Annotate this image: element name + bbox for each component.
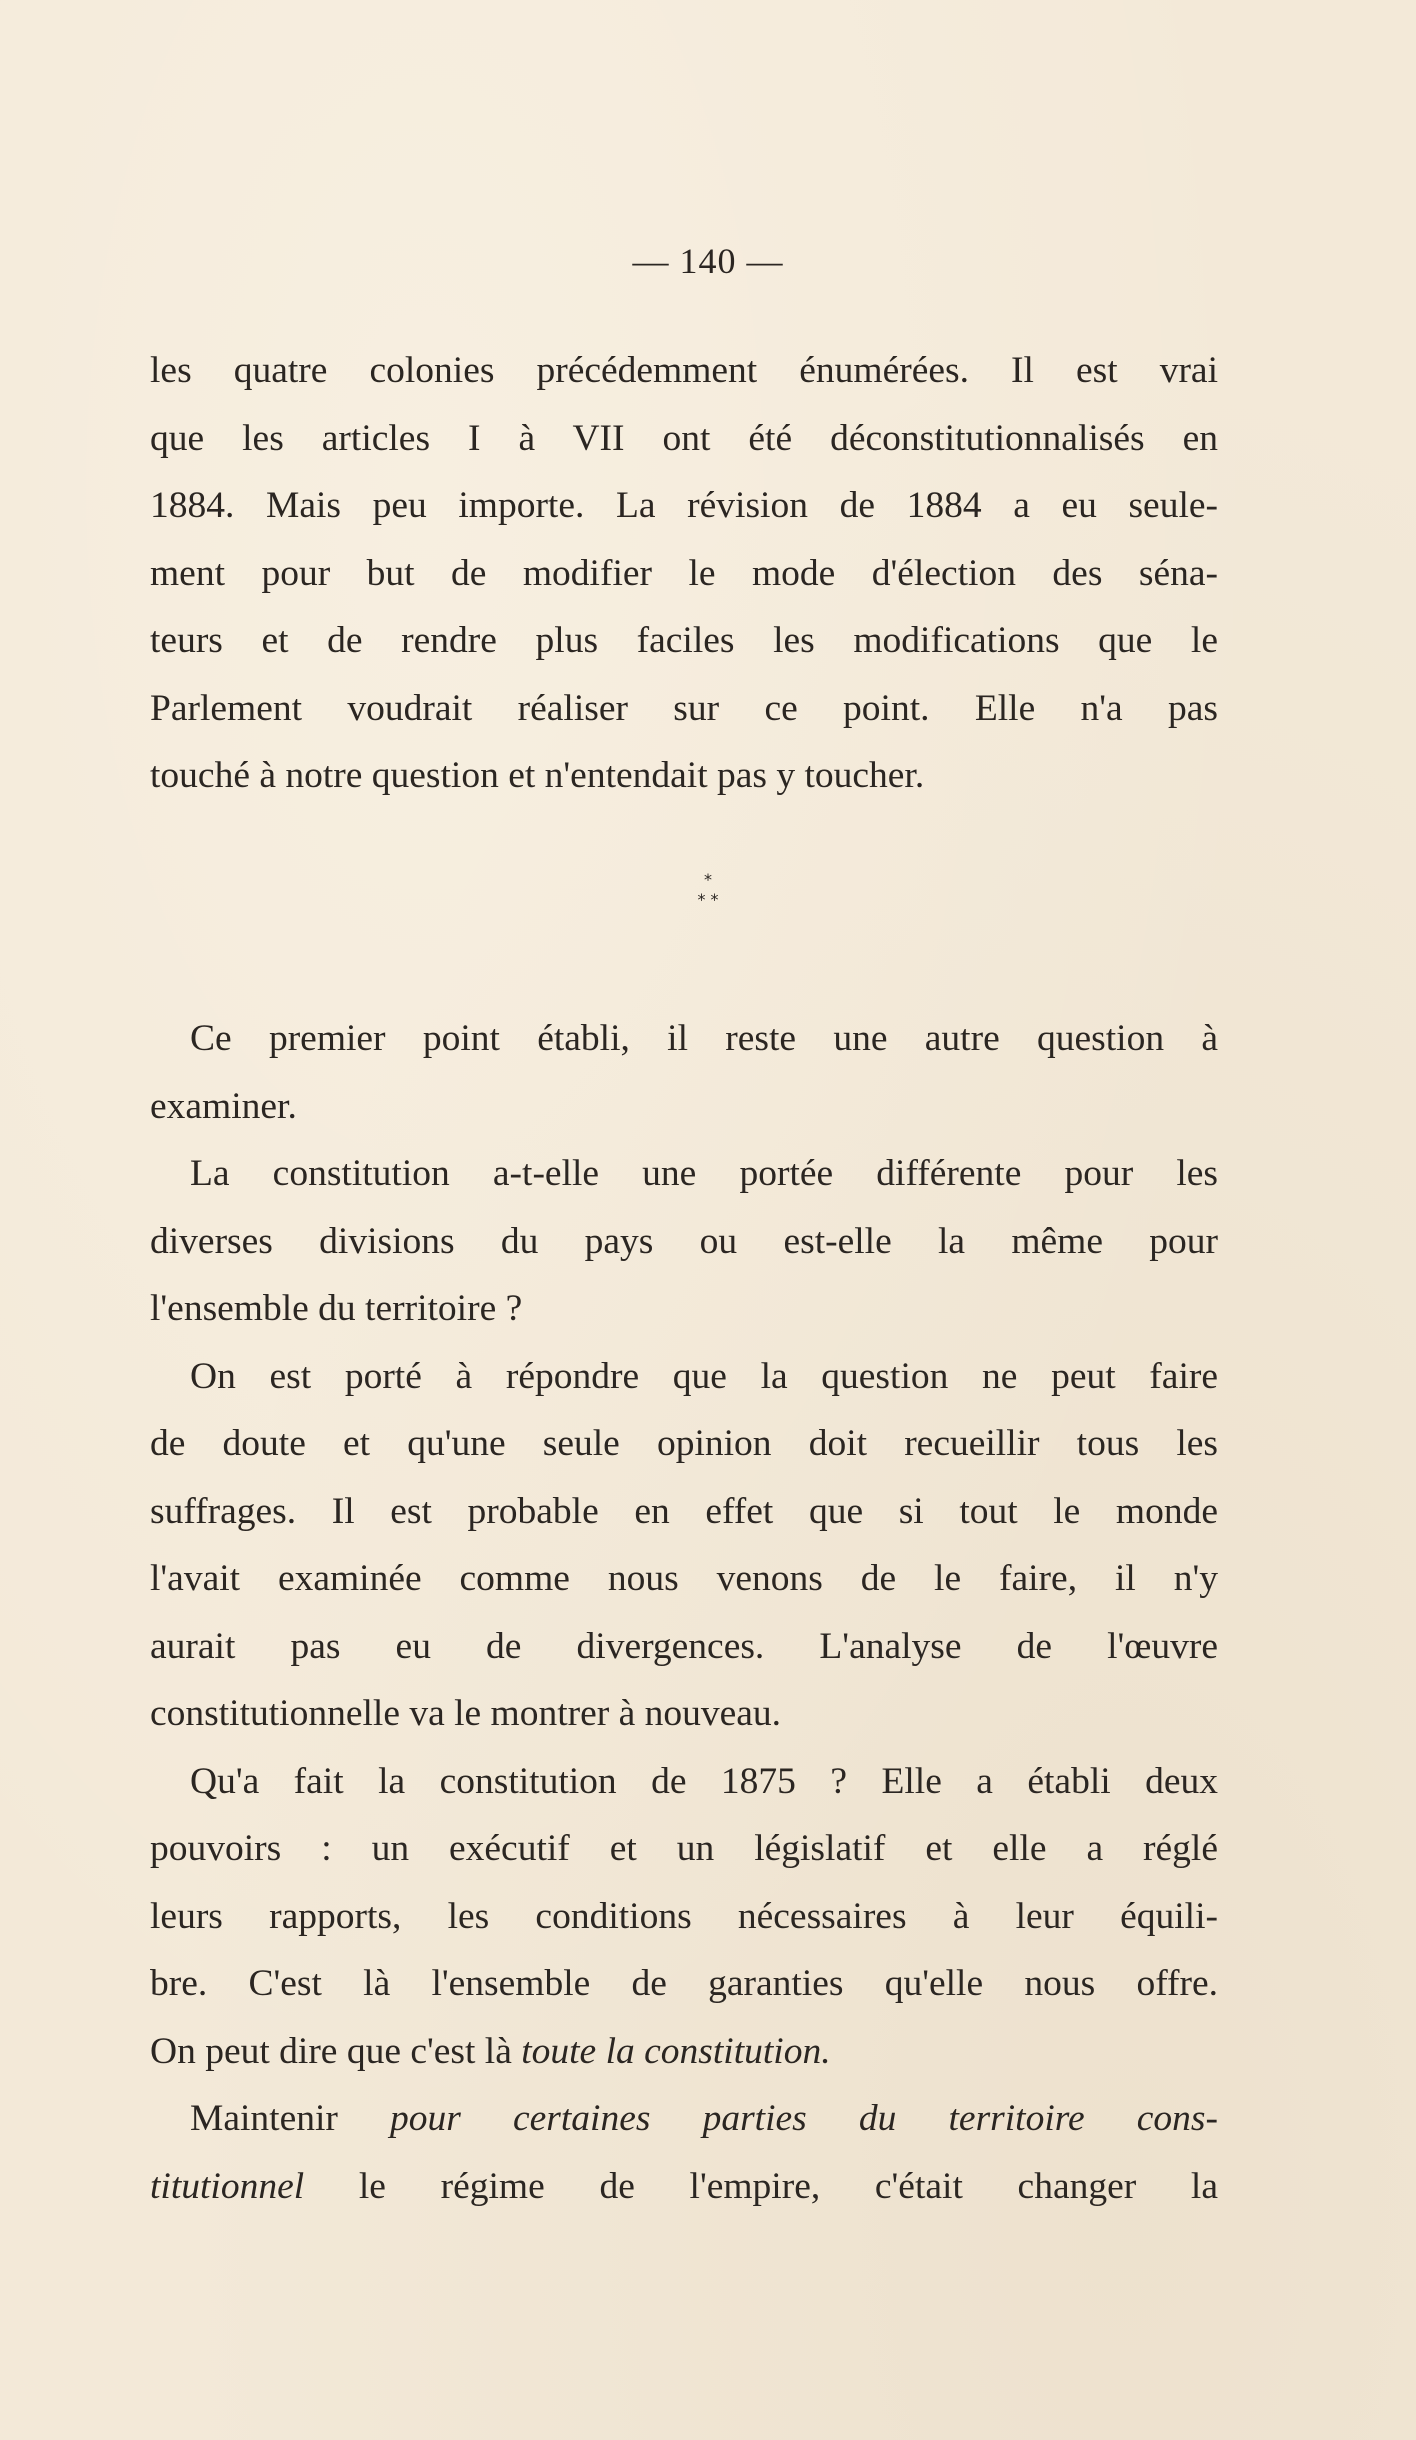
asterism-bottom-stars: * * [697,890,719,909]
text-block-top [150,337,1218,810]
text-segment: Maintenir [190,2098,391,2139]
paragraph-2 [150,1005,1218,1140]
text-line: diverses divisions du pays ou est-elle la même pour [150,1220,1218,1262]
text-line: teurs et de rendre plus faciles les modifications que le [150,620,1218,661]
page-number: — 140 — [632,241,784,281]
paragraph-3 [150,1140,1218,1343]
italic-text-segment: titutionnel [150,2165,305,2207]
text-line: Parlement voudrait réaliser sur ce point. Elle n'a pas [150,687,1218,729]
text-line: Ce premier point établi, il reste une autre question à [190,1018,1218,1059]
text-line: de doute et qu'une seule opinion doit recueillir tous les [150,1423,1218,1464]
asterism-separator [0,870,1416,910]
text-line [150,2018,1218,2086]
text-line: On est porté à répondre que la question ne peut faire [190,1355,1218,1397]
paragraph-5 [150,1748,1218,2086]
text-segment: On peut dire que c'est là [150,2030,522,2072]
paragraph-1 [150,337,1218,810]
text-line: l'ensemble du territoire ? [150,1288,523,1329]
asterism-top-star: * [704,870,712,889]
text-line: les quatre colonies précédemment énumérées. Il est vrai [150,350,1218,391]
text-line: l'avait examinée comme nous venons de le faire, il n'y [150,1558,1218,1599]
paragraph-4 [150,1343,1218,1748]
text-line: constitutionnelle va le montrer à nouveau. [150,1693,782,1734]
text-line: ment pour but de modifier le mode d'élection des séna- [150,552,1218,594]
text-line: La constitution a-t-elle une portée différente pour les [190,1153,1218,1194]
italic-text-segment: pour certaines parties du territoire cons- [390,2098,1218,2139]
text-line [150,2153,1218,2221]
text-line: suffrages. Il est probable en effet que si tout le monde [150,1490,1218,1532]
text-line: examiner. [150,1085,297,1127]
text-line: Qu'a fait la constitution de 1875 ? Elle a établi deux [190,1760,1218,1802]
text-segment: le régime de l'empire, c'était changer la [304,2165,1218,2207]
text-line: 1884. Mais peu importe. La révision de 1884 a eu seule- [150,485,1218,526]
paragraph-6 [150,2085,1218,2220]
text-line: que les articles I à VII ont été déconstitutionnalisés en [150,417,1218,459]
text-line: leurs rapports, les conditions nécessaires à leur équili- [150,1895,1218,1937]
italic-text-segment: toute la constitution. [521,2030,831,2072]
text-line: pouvoirs : un exécutif et un législatif et elle a réglé [150,1828,1218,1869]
text-line [150,2085,1218,2153]
text-line: bre. C'est là l'ensemble de garanties qu'elle nous offre. [150,1963,1218,2004]
text-line: touché à notre question et n'entendait pas y toucher. [150,755,925,796]
text-block-bottom [150,1005,1218,2220]
text-line: aurait pas eu de divergences. L'analyse de l'œuvre [150,1625,1218,1667]
